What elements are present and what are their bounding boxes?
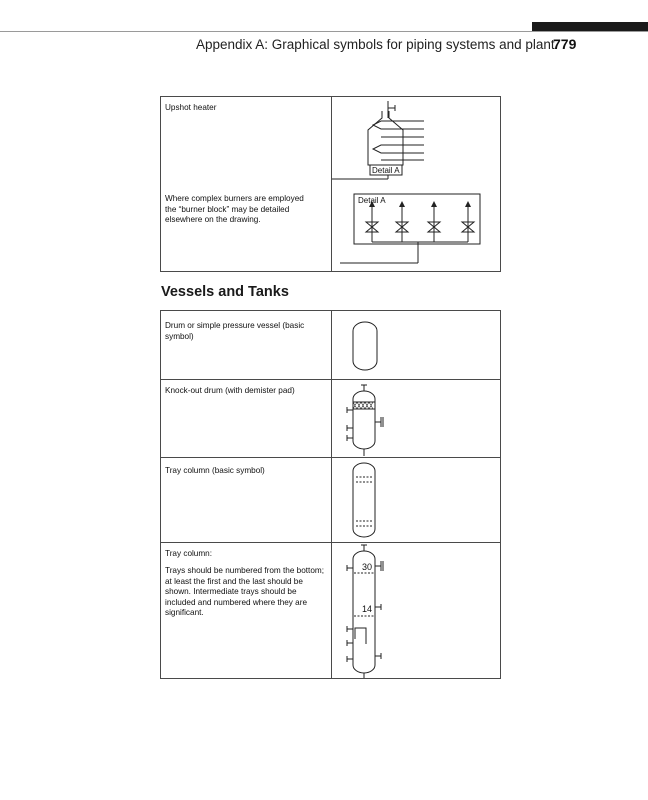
burner-group <box>366 206 474 242</box>
radiant-coil <box>373 145 424 153</box>
tray-column-label: Tray column: <box>165 549 213 558</box>
burner-4 <box>462 206 474 242</box>
burner-arrow-3 <box>431 201 437 207</box>
vessel-diagrams <box>332 311 500 678</box>
tray-number-top: 30 <box>362 562 373 572</box>
header-bar <box>532 22 648 31</box>
heater-outline <box>368 111 403 165</box>
burner-2 <box>396 206 408 242</box>
upshot-heater-label: Upshot heater <box>165 103 217 112</box>
convection-coil <box>373 121 424 129</box>
upshot-heater-diagram <box>332 97 500 271</box>
burner-3 <box>428 206 440 242</box>
heater-table <box>160 96 501 272</box>
running-title: Appendix A: Graphical symbols for piping systems and plant <box>196 37 555 52</box>
page-number: 779 <box>553 36 577 52</box>
tray-number-mid: 14 <box>362 604 373 614</box>
burner-block-note: Where complex burners are employed the “burner block” may be detailed elsewhere on the drawing. <box>165 194 304 224</box>
burner-1 <box>366 206 378 242</box>
knockout-drum-symbol <box>347 385 383 456</box>
tray-column-note: Trays should be numbered from the bottom; at least the first and the last should be shown. Intermediate trays should be included and numbered where they are significant. <box>165 566 324 617</box>
burner-arrow-4 <box>465 201 471 207</box>
detail-a-label-small: Detail A <box>372 166 400 175</box>
knockout-drum-label: Knock-out drum (with demister pad) <box>165 386 295 395</box>
drum-symbol <box>353 322 377 370</box>
downcomer <box>355 628 366 644</box>
section-heading: Vessels and Tanks <box>161 284 289 300</box>
drum-label: Drum or simple pressure vessel (basic symbol) <box>165 321 305 341</box>
header-rule <box>0 31 648 32</box>
detail-a-label-large: Detail A <box>358 196 386 205</box>
burner-arrow-2 <box>399 201 405 207</box>
tray-column-basic-symbol <box>353 463 375 537</box>
vessels-table <box>160 310 501 679</box>
tray-column-basic-label: Tray column (basic symbol) <box>165 466 265 475</box>
